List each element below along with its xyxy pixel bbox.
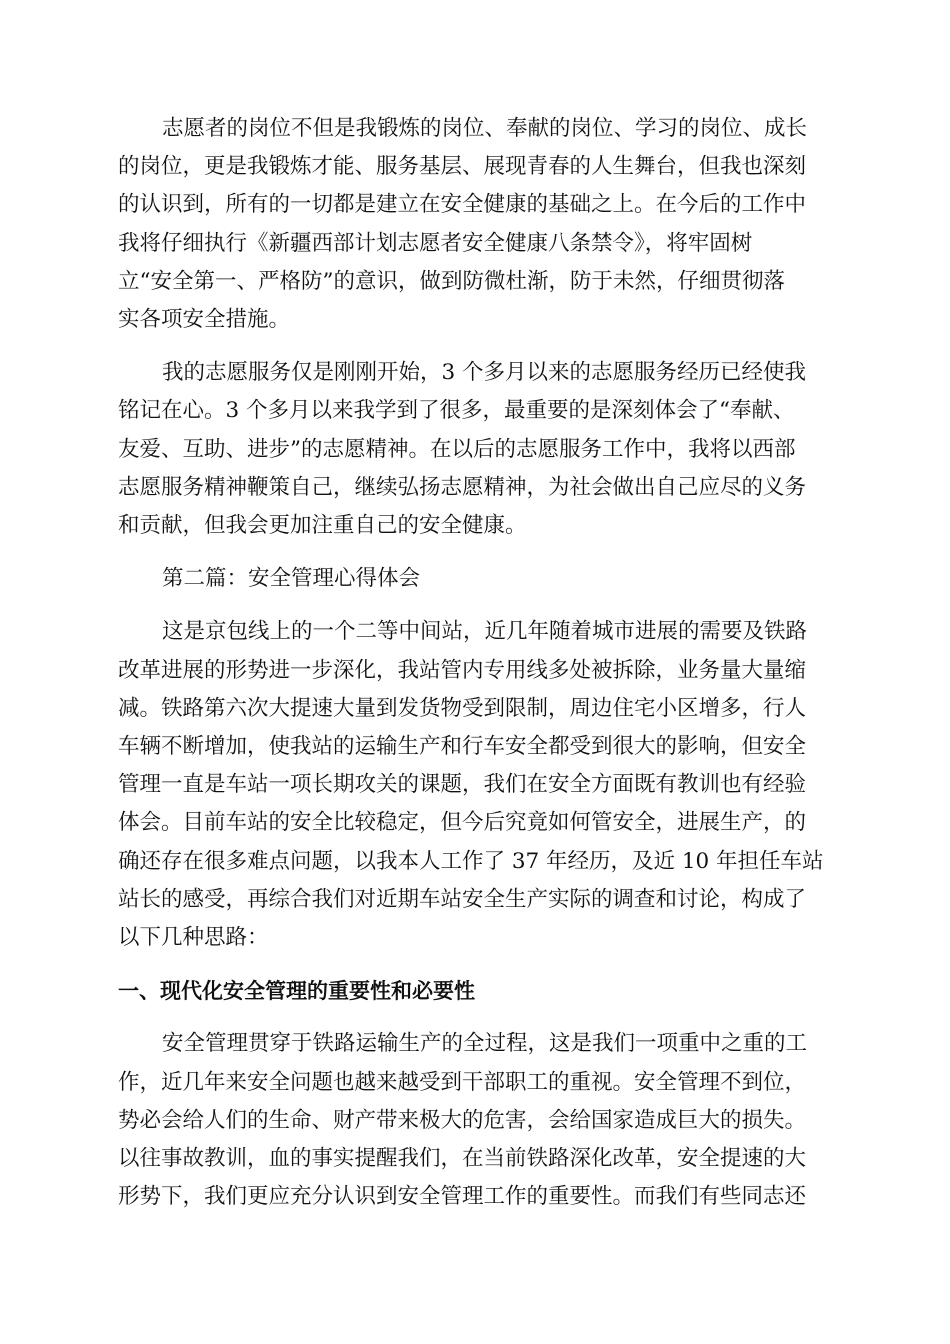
paragraph-volunteer-post [118,110,834,339]
text-line: 作，近几年来安全问题也越来越受到干部职工的重视。安全管理不到位， [118,1069,807,1095]
text-line: 和贡献，但我会更加注重自己的安全健康。 [118,513,527,539]
text-line: 这是京包线上的一个二等中间站，近几年随着城市进展的需要及铁路 [162,619,808,645]
text-line: 以下几种思路： [118,925,269,951]
section-title-text: 第二篇：安全管理心得体会 [162,566,421,592]
text-line: 以往事故教训，血的事实提醒我们，在当前铁路深化改革，安全提速的大 [118,1146,807,1172]
text-line: 站长的感受，再综合我们对近期车站安全生产实际的调查和讨论，构成了 [118,886,807,912]
text-line: 车辆不断增加，使我站的运输生产和行车安全都受到很大的影响，但安全 [118,734,807,760]
text-line: 我将仔细执行《新疆西部计划志愿者安全健康八条禁令》，将牢固树 [118,230,753,256]
text-line: 立“安全第一、严格防”的意识，做到防微杜渐，防于未然，仔细贯彻落 [118,268,785,294]
text-line: 我的志愿服务仅是刚刚开始，3 个多月以来的志愿服务经历已经使我 [162,360,807,386]
text-line: 的认识到，所有的一切都是建立在安全健康的基础之上。在今后的工作中 [118,192,807,218]
text-line: 实各项安全措施。 [118,307,291,333]
text-line: 改革进展的形势进一步深化，我站管内专用线多处被拆除，业务量大量缩 [118,657,807,683]
text-line: 势必会给人们的生命、财产带来极大的危害，会给国家造成巨大的损失。 [118,1107,807,1133]
text-line: 安全管理贯穿于铁路运输生产的全过程，这是我们一项重中之重的工 [162,1031,808,1057]
section-title [118,560,834,598]
text-line: 铭记在心。3 个多月以来我学到了很多，最重要的是深刻体会了“奉献、 [118,398,795,424]
text-line: 友爱、互助、进步”的志愿精神。在以后的志愿服务工作中，我将以西部 [118,436,796,462]
text-line: 志愿服务精神鞭策自己，继续弘扬志愿精神，为社会做出自己应尽的义务 [118,474,807,500]
paragraph-safety-management [118,1025,834,1216]
text-line: 管理一直是车站一项长期攻关的课题，我们在安全方面既有教训也有经验 [118,772,807,798]
text-line: 形势下，我们更应充分认识到安全管理工作的重要性。而我们有些同志还 [118,1184,807,1210]
text-line: 减。铁路第六次大提速大量到发货物受到限制，周边住宅小区增多，行人 [118,695,807,721]
paragraph-station-intro [118,613,834,957]
section-heading [118,972,834,1010]
text-line: 确还存在很多难点问题，以我本人工作了 37 年经历，及近 10 年担任车站 [118,848,824,874]
text-line: 的岗位，更是我锻炼才能、服务基层、展现青春的人生舞台，但我也深刻 [118,154,807,180]
document-body [118,110,834,1216]
text-line: 体会。目前车站的安全比较稳定，但今后究竟如何管安全，进展生产，的 [118,810,807,836]
text-line: 志愿者的岗位不但是我锻炼的岗位、奉献的岗位、学习的岗位、成长 [162,116,808,141]
paragraph-volunteer-service [118,354,834,545]
section-heading-text: 一、现代化安全管理的重要性和必要性 [118,979,475,1004]
